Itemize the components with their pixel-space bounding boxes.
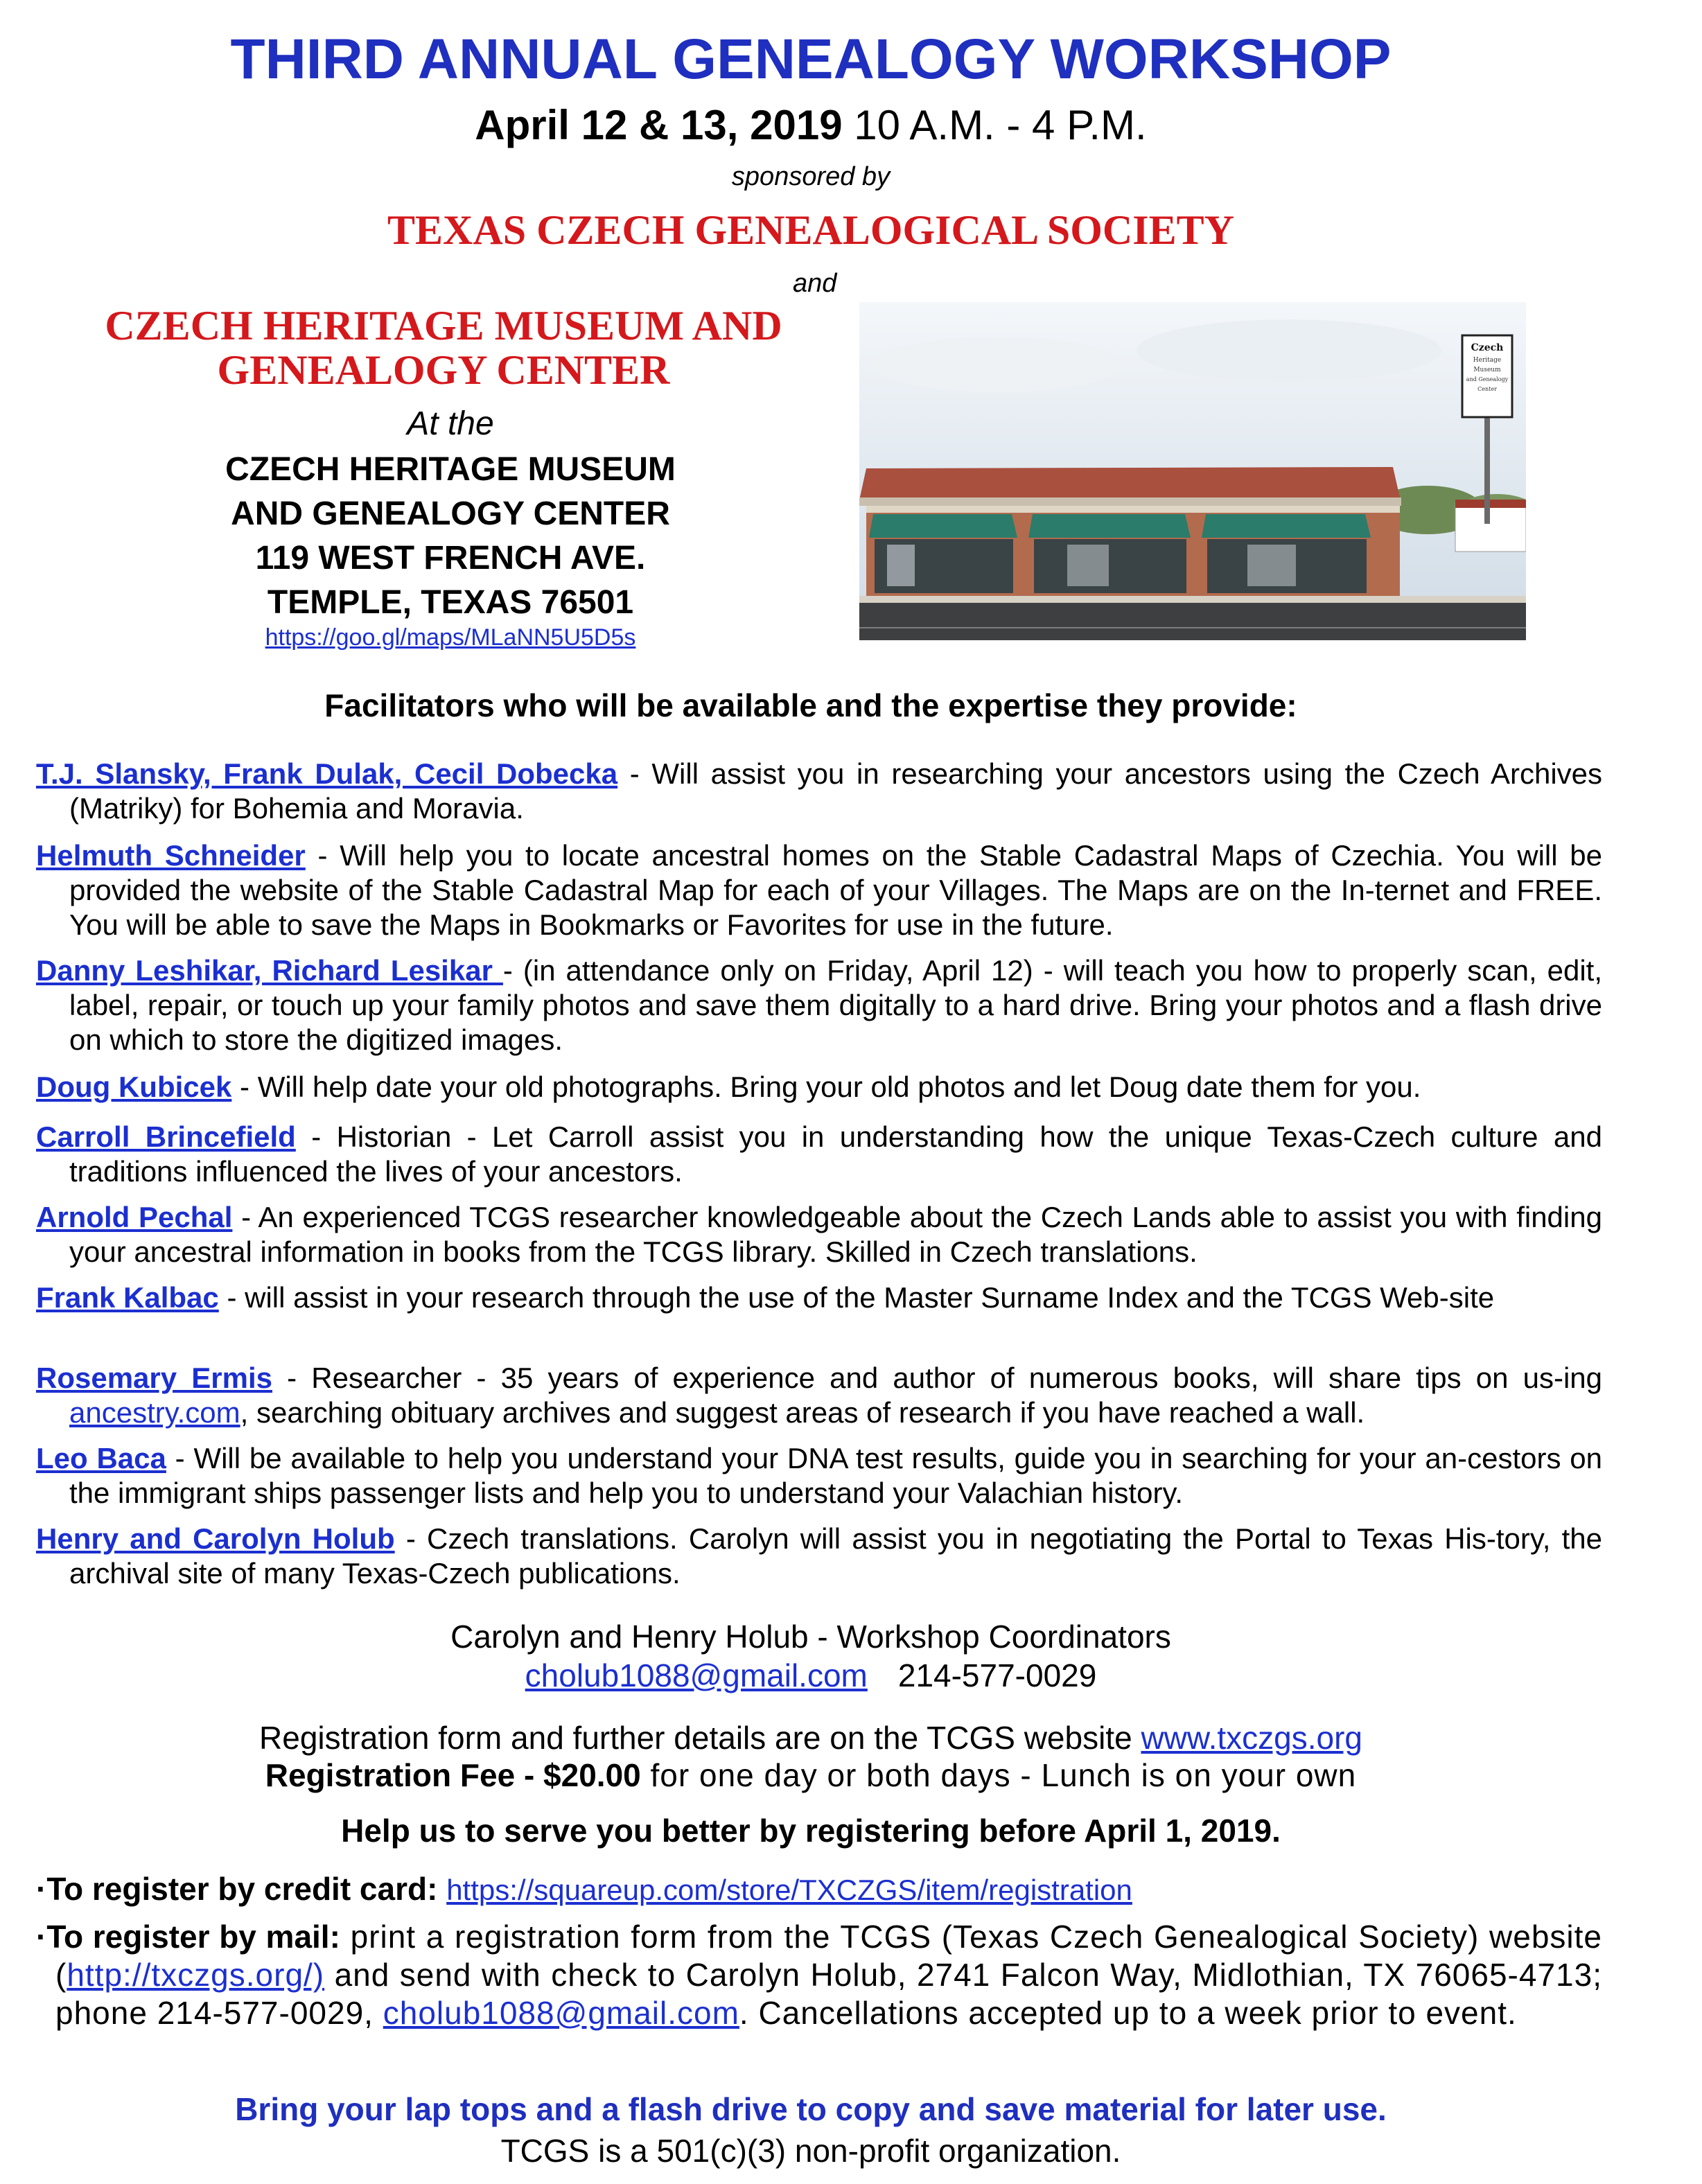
txczgs-link[interactable]: http://txczgs.org/) (67, 1957, 325, 1993)
facilitator-sep: - (232, 1201, 258, 1233)
facilitator-desc: will assist in your research through the use of the Master Surname Index and the TCGS Web-site (245, 1281, 1495, 1314)
facilitator-sep: - (295, 1120, 337, 1153)
mail-email-link[interactable]: cholub1088@gmail.com (383, 1995, 739, 2031)
facilitator-item (36, 953, 1602, 1057)
venue-line2: AND GENEALOGY CENTER (231, 495, 670, 532)
facilitator-name[interactable]: Frank Kalbac (36, 1281, 219, 1314)
venue-line3: 119 WEST FRENCH AVE. (255, 540, 646, 576)
sign-line2: Heritage (1473, 357, 1502, 364)
facilitator-sep: - (394, 1522, 428, 1555)
facilitator-sep: - (305, 839, 340, 872)
workshop-title: THIRD ANNUAL GENEALOGY WORKSHOP (230, 28, 1392, 91)
tcgs-website-link[interactable]: www.txczgs.org (1141, 1720, 1362, 1756)
facilitator-sep: - (231, 1071, 258, 1103)
mail-label: ·To register by mail: (36, 1919, 340, 1955)
facilitator-name[interactable]: Carroll Brincefield (36, 1120, 296, 1153)
museum-photo (859, 302, 1526, 640)
facilitator-name[interactable]: Helmuth Schneider (36, 839, 306, 872)
facilitator-desc-post: , searching obituary archives and suggest areas of research if you have reached a wall. (240, 1396, 1365, 1429)
facilitator-item (36, 1070, 1602, 1104)
facilitator-item (36, 1200, 1602, 1269)
facilitator-desc: Will be available to help you understand your DNA test results, guide you in searching for your an-cestors on the immigrant ships passenger lists and help you to understand your Valachian history. (69, 1442, 1602, 1509)
square-registration-link[interactable]: https://squareup.com/store/TXCZGS/item/registration (446, 1874, 1132, 1906)
venue-line4: TEMPLE, TEXAS 76501 (267, 584, 634, 621)
facilitator-sep: - (502, 954, 523, 987)
facilitator-item (36, 1280, 1602, 1315)
facilitator-desc: Historian - Let Carroll assist you in understanding how the unique Texas-Czech culture and traditions influenced the lives of your ancestors. (69, 1120, 1602, 1188)
sign-line4: and Genealogy (1466, 376, 1509, 382)
facilitator-desc: Will help you to locate ancestral homes on the Stable Cadastral Maps of Czechia. You will be provided the website of the Stable Cadastral Map for each of your Villages. The Maps are on the In-ternet and FREE. You will be able to save the Maps in Bookmarks or Favorites for use in the future. (69, 839, 1603, 941)
sign-line1: Czech (1471, 342, 1504, 353)
facilitator-desc: Will assist you in researching your ancestors using the Czech Archives (Matriky) for Bohemia and Moravia. (69, 757, 1603, 825)
fee-detail: for one day or both days - Lunch is on your own (640, 1757, 1357, 1793)
bring-laptops-note: Bring your lap tops and a flash drive to copy and save material for later use. (235, 2091, 1387, 2127)
facilitator-item (36, 757, 1602, 826)
nonprofit-note: TCGS is a 501(c)(3) non-profit organization. (500, 2133, 1121, 2169)
sponsor-museum-line2: GENEALOGY CENTER (217, 347, 670, 393)
facilitator-name[interactable]: Henry and Carolyn Holub (36, 1522, 395, 1555)
venue-address (111, 448, 790, 625)
facilitator-name[interactable]: Arnold Pechal (36, 1201, 233, 1233)
sponsor-tcgs: TEXAS CZECH GENEALOGICAL SOCIETY (387, 207, 1234, 253)
and-label: and (793, 269, 837, 298)
facilitator-desc: Will help date your old photographs. Bring your old photos and let Doug date them for you. (257, 1071, 1421, 1103)
coordinator-phone: 214-577-0029 (897, 1657, 1097, 1693)
facilitator-desc: Researcher - 35 years of experience and author of numerous books, will share tips on us-ing (311, 1362, 1603, 1394)
facilitator-item (36, 1361, 1602, 1430)
facilitator-item (36, 1522, 1602, 1591)
fee-label: Registration Fee - $20.00 (265, 1757, 641, 1793)
facilitator-sep: - (272, 1362, 312, 1394)
sponsor-museum-line1: CZECH HERITAGE MUSEUM AND (105, 303, 782, 349)
facilitator-sep: - (218, 1281, 245, 1314)
registration-fee (0, 1756, 1622, 1795)
facilitator-item (36, 838, 1602, 942)
mail-registration (36, 1918, 1602, 2032)
facilitator-name[interactable]: T.J. Slansky, Frank Dulak, Cecil Dobecka (36, 757, 618, 790)
coordinators-line: Carolyn and Henry Holub - Workshop Coordinators (450, 1619, 1171, 1655)
facilitator-sep: - (166, 1442, 194, 1474)
facilitator-item (36, 1441, 1602, 1511)
ancestry-link[interactable]: ancestry.com (69, 1396, 240, 1429)
facilitators-heading: Facilitators who will be available and the expertise they provide: (324, 687, 1297, 723)
facilitator-desc: An experienced TCGS researcher knowledgeable about the Czech Lands able to assist you with finding your ancestral information in books from the TCGS library. Skilled in Czech translations. (69, 1201, 1602, 1268)
workshop-dates (0, 101, 1622, 150)
times: 10 A.M. - 4 P.M. (842, 102, 1147, 148)
mail-text-mid: and send with check to Carolyn Holub, 2741 Falcon Way, Midlothian, TX 76065-4713; phone 214-577-0029, (55, 1957, 1602, 2031)
facilitator-name[interactable]: Rosemary Ermis (36, 1362, 272, 1394)
registration-info (0, 1718, 1622, 1757)
registration-text: Registration form and further details are on the TCGS website (259, 1720, 1141, 1756)
facilitator-item (36, 1120, 1602, 1189)
sign-line3: Museum (1473, 367, 1501, 373)
facilitator-desc: Czech translations. Carolyn will assist you in negotiating the Portal to Texas His-tory, the archival site of many Texas-Czech publications. (69, 1522, 1603, 1589)
credit-card-registration (36, 1869, 1132, 1910)
museum-building-illustration (859, 302, 1526, 640)
facilitator-name[interactable]: Doug Kubicek (36, 1071, 232, 1103)
at-the-label: At the (407, 405, 494, 442)
credit-card-label: ·To register by credit card: (36, 1871, 447, 1907)
facilitator-desc: (in attendance only on Friday, April 12) - will teach you how to properly scan, edit, label, repair, or touch up your family photos and save them digitally to a hard drive. Bring your photos and a flash drive on which to store the digitized images. (69, 954, 1603, 1056)
sign-line5: Center (1477, 386, 1497, 392)
mail-text-post: . Cancellations accepted up to a week prior to event. (739, 1995, 1517, 2031)
facilitator-sep: - (617, 757, 652, 790)
sponsor-museum (42, 303, 845, 392)
coordinator-email-link[interactable]: cholub1088@gmail.com (525, 1657, 868, 1693)
dates-bold: April 12 & 13, 2019 (475, 102, 843, 148)
venue-line1: CZECH HERITAGE MUSEUM (225, 451, 676, 488)
map-link[interactable]: https://goo.gl/maps/MLaNN5U5D5s (265, 624, 636, 651)
facilitator-name[interactable]: Danny Leshikar, Richard Lesikar (36, 954, 503, 987)
mail-text-pre: print a registration form from the TCGS (Texas Czech Genealogical Society) website ( (55, 1919, 1602, 1993)
register-early-note: Help us to serve you better by registering before April 1, 2019. (341, 1813, 1281, 1849)
facilitator-name[interactable]: Leo Baca (36, 1442, 166, 1474)
coordinators-contact (0, 1656, 1622, 1695)
sponsored-by-label: sponsored by (731, 162, 891, 191)
